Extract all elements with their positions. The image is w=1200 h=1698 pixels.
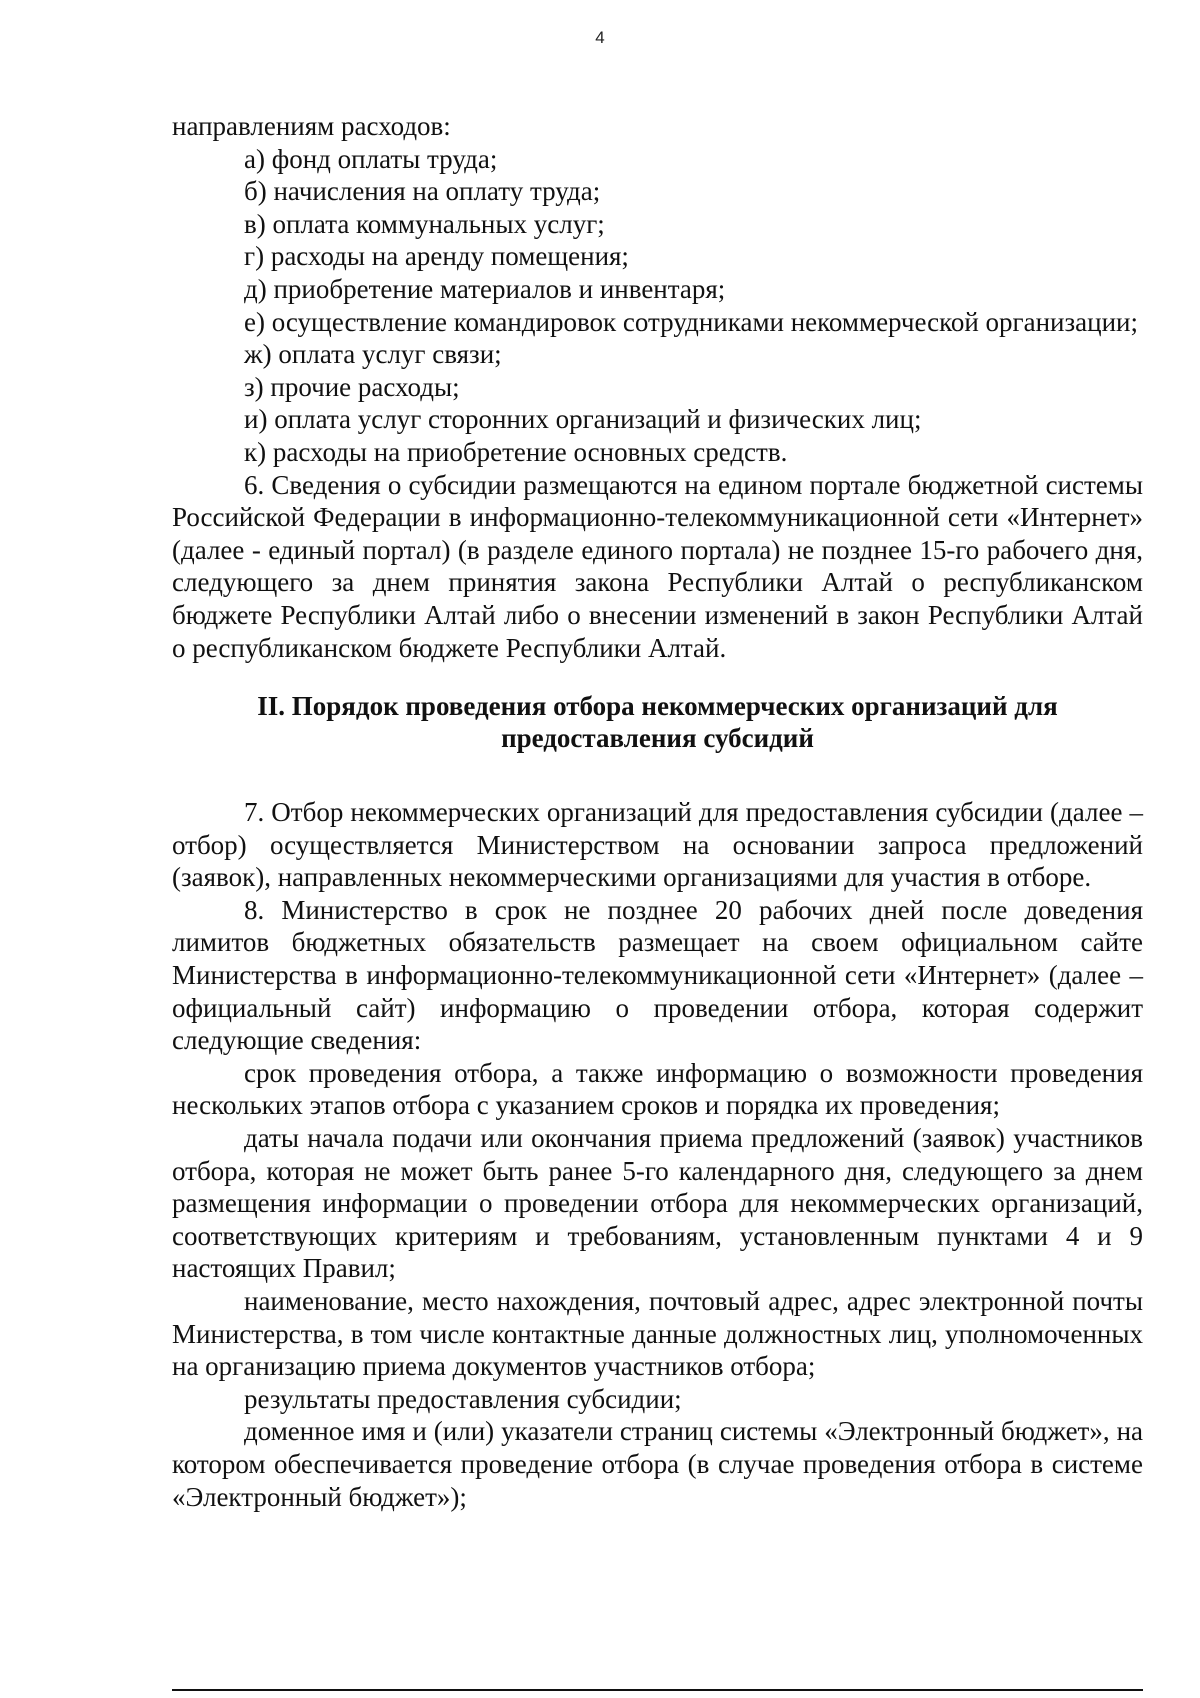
expense-item: к) расходы на приобретение основных средств. [244,436,788,467]
info-item: результаты предоставления субсидии; [244,1383,682,1414]
document-body [172,110,1143,1513]
expense-item: з) прочие расходы; [244,371,460,402]
expense-item: д) приобретение материалов и инвентаря; [244,273,726,304]
paragraph-6: 6. Сведения о субсидии размещаются на едином портале бюджетной системы Российской Федерации в информационно-телекоммуникационной сети «Интернет» (далее - единый портал) (в разделе единого портала) не позднее 15-го рабочего дня, следующего за днем принятия закона Республики Алтай о республиканском бюджете Республики Алтай либо о внесении изменений в закон Республики Алтай о республиканском бюджете Республики Алтай. [172,469,1143,663]
info-item: даты начала подачи или окончания приема предложений (заявок) участников отбора, которая не может быть ранее 5-го календарного дня, следующего за днем размещения информации о проведении отбора для некоммерческих организаций, соответствующих критериям и требованиям, установленным пунктами 4 и 9 настоящих Правил; [172,1123,1143,1284]
intro-line: направлениям расходов: [172,111,451,141]
info-item: наименование, место нахождения, почтовый адрес, адрес электронной почты Министерства, в том числе контактные данные должностных лиц, уполномоченных на организацию приема документов участников отбора; [172,1286,1143,1382]
section-heading [172,690,1143,754]
expense-item: г) расходы на аренду помещения; [244,241,629,272]
section-heading-line-1: II. Порядок проведения отбора некоммерческих организаций для [257,691,1058,722]
info-list [172,1057,1143,1513]
expense-item: е) осуществление командировок сотрудниками некоммерческой организации; [244,306,1139,337]
page-number: 4 [595,28,605,47]
expense-item: и) оплата услуг сторонних организаций и физических лиц; [244,404,922,435]
expense-item: а) фонд оплаты труда; [244,143,498,174]
info-item: доменное имя и (или) указатели страниц системы «Электронный бюджет», на котором обеспечивается проведение отбора (в случае проведения отбора в системе «Электронный бюджет»); [172,1416,1143,1512]
info-item: срок проведения отбора, а также информацию о возможности проведения нескольких этапов отбора с указанием сроков и порядка их проведения; [172,1057,1143,1121]
expense-item: б) начисления на оплату труда; [244,176,601,207]
paragraph-8: 8. Министерство в срок не позднее 20 рабочих дней после доведения лимитов бюджетных обязательств размещает на своем официальном сайте Министерства в информационно-телекоммуникационной сети «Интернет» (далее – официальный сайт) информацию о проведении отбора, которая содержит следующие сведения: [172,894,1143,1056]
expense-item: в) оплата коммунальных услуг; [244,208,605,239]
expense-list [172,143,1143,469]
paragraph-7: 7. Отбор некоммерческих организаций для предоставления субсидии (далее – отбор) осуществляется Министерством на основании запроса предложений (заявок), направленных некоммерческими организациями для участия в отборе. [172,797,1143,893]
bottom-rule [172,1689,1143,1691]
expense-item: ж) оплата услуг связи; [244,339,502,370]
section-heading-line-2: предоставления субсидий [501,723,814,754]
